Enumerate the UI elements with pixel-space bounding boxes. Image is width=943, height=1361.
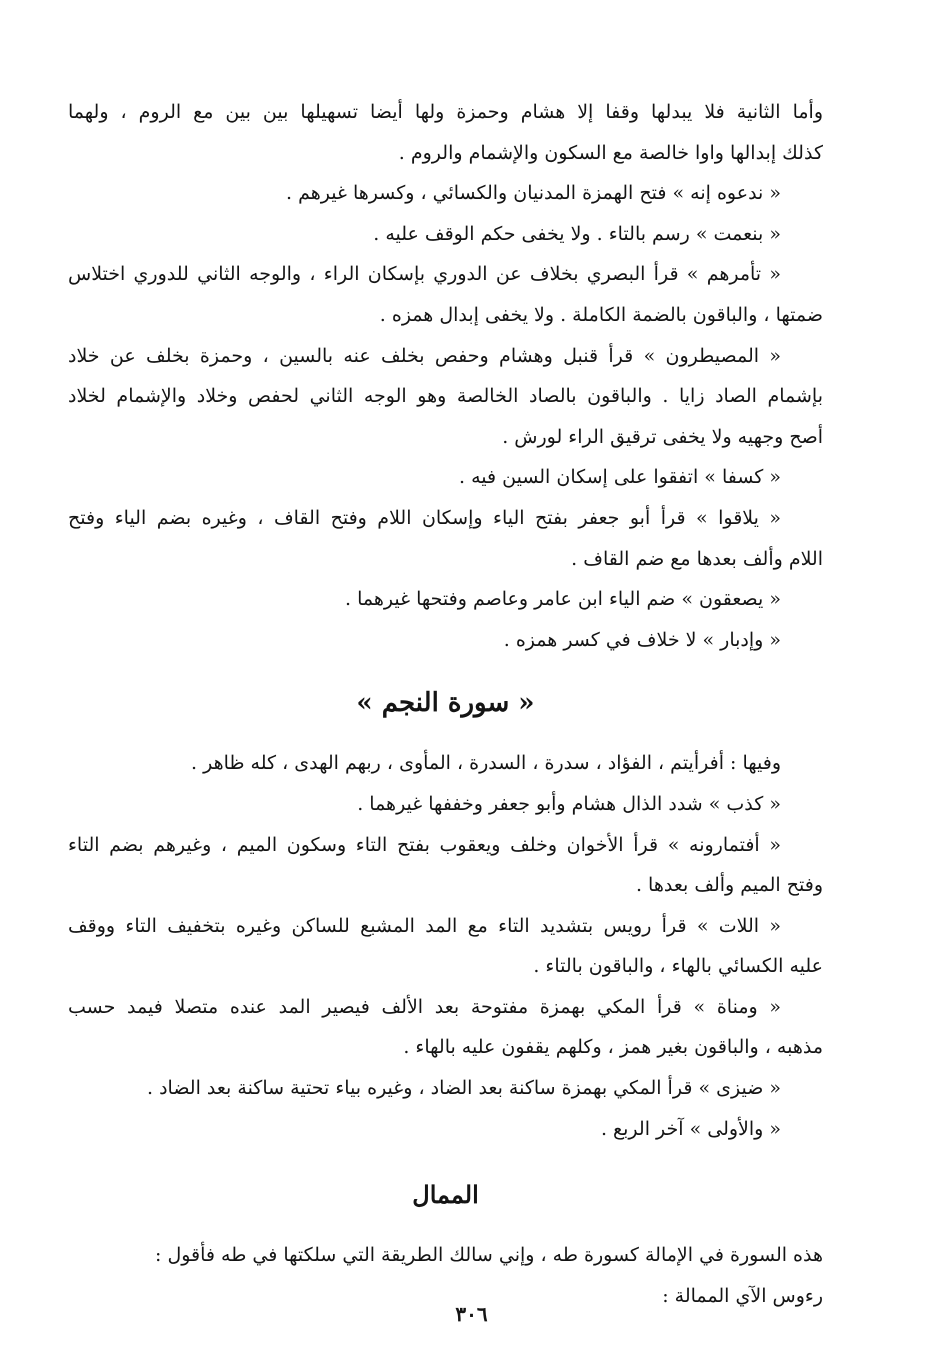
text-line: « ندعوه إنه » فتح الهمزة المدنيان والكسائي ، وكسرها غيرهم .	[286, 182, 781, 205]
text-line: « ومناة » قرأ المكي بهمزة مفتوحة بعد الألف فيصير المد عنده متصلا فيمد حسب	[68, 995, 781, 1018]
text-line: « وإدبار » لا خلاف في كسر همزه .	[503, 628, 781, 651]
text-line: « كذب » شدد الذال هشام وأبو جعفر وخففها غيرهما .	[357, 792, 781, 815]
text-line: « يصعقون » ضم الياء ابن عامر وعاصم وفتحها غيرهما .	[345, 588, 781, 611]
mumal-heading: الممال	[412, 1180, 479, 1210]
text-line: « المصيطرون » قرأ قنبل وهشام وحفص بخلف عنه بالسين ، وحمزة بخلف عن خلاد	[68, 344, 781, 367]
text-line: « يلاقوا » قرأ أبو جعفر بفتح الياء وإسكان اللام وفتح القاف ، وغيره بضم الياء وفتح	[68, 506, 781, 529]
text-line: أصح وجهيه ولا يخفى ترقيق الراء لورش .	[502, 425, 823, 448]
text-line: عليه الكسائي بالهاء ، والباقون بالتاء .	[533, 955, 823, 978]
text-line: وأما الثانية فلا يبدلها وقفا إلا هشام وحمزة ولها أيضا تسهيلها بين بين مع الروم ، ولهما	[68, 101, 823, 123]
text-line: مذهبه ، والباقون بغير همز ، وكلهم يقفون عليه بالهاء .	[403, 1036, 823, 1059]
text-line: « أفتمارونه » قرأ الأخوان وخلف ويعقوب بفتح التاء وسكون الميم ، وغيرهم بضم التاء	[68, 833, 781, 856]
text-line: ضمتها ، والباقون بالضمة الكاملة . ولا يخفى إبدال همزه .	[379, 303, 823, 326]
text-line: « ضيزى » قرأ المكي بهمزة ساكنة بعد الضاد ، وغيره بياء تحتية ساكنة بعد الضاد .	[147, 1077, 781, 1100]
page-number: ٣٠٦	[455, 1302, 488, 1326]
text-line: « بنعمت » رسم بالتاء . ولا يخفى حكم الوقف عليه .	[373, 222, 781, 245]
text-line: هذه السورة في الإمالة كسورة طه ، وإني سالك الطريقة التي سلكتها في طه فأقول :	[155, 1244, 823, 1267]
surah-heading: « سورة النجم »	[356, 688, 535, 719]
text-line: « والأولى » آخر الربع .	[600, 1117, 781, 1140]
text-block-top	[68, 92, 823, 660]
text-line: وفيها : أفرأيتم ، الفؤاد ، سدرة ، السدرة ، المأوى ، ربهم الهدى ، كله ظاهر .	[191, 752, 781, 775]
text-line: كذلك إبدالها واوا خالصة مع السكون والإشمام والروم .	[398, 141, 823, 164]
text-line: اللام وألف بعدها مع ضم القاف .	[571, 547, 823, 570]
text-line: بإشمام الصاد زايا . والباقون بالصاد الخالصة وهو الوجه الثاني لحفص وخلاد والإشمام لخلاد	[68, 385, 823, 408]
text-line: « تأمرهم » قرأ البصري بخلاف عن الدوري بإسكان الراء ، والوجه الثاني للدوري اختلاس	[68, 263, 781, 286]
text-block-middle	[68, 743, 823, 1149]
text-line: « كسفا » اتفقوا على إسكان السين فيه .	[459, 466, 781, 489]
text-line: « اللات » قرأ رويس بتشديد التاء مع المد المشبع للساكن وغيره بتخفيف التاء ووقف	[68, 914, 781, 937]
text-line: وفتح الميم وألف بعدها .	[635, 874, 823, 897]
text-line: رءوس الآي الممالة :	[662, 1284, 823, 1307]
